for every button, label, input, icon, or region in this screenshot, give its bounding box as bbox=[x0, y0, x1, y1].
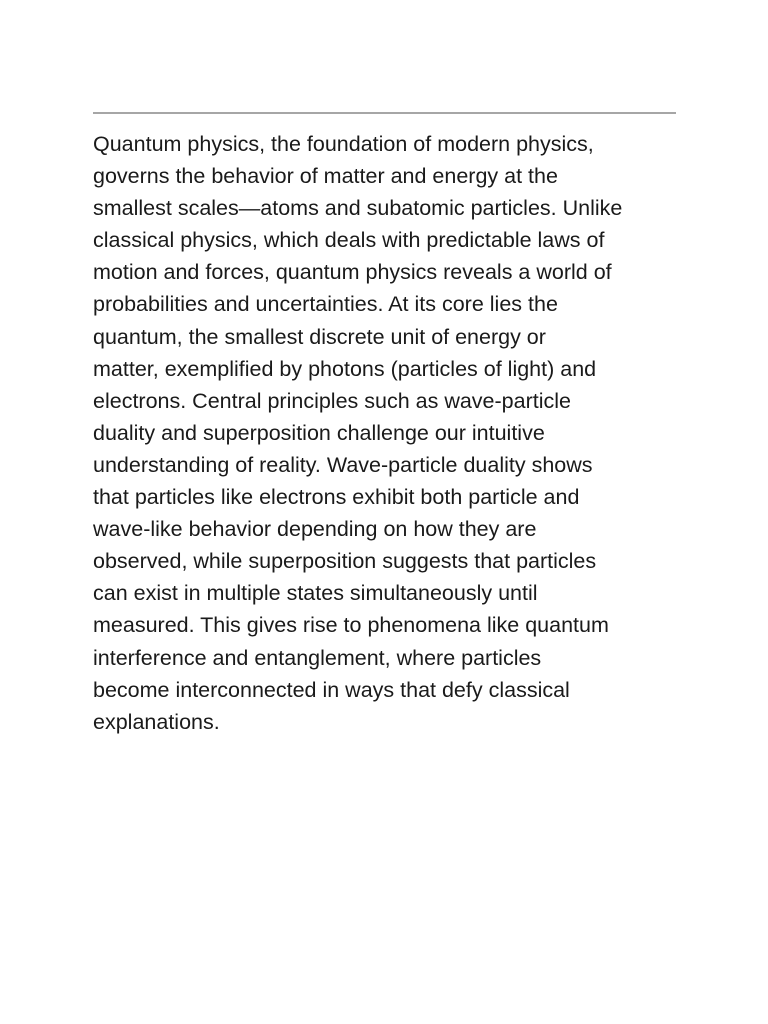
paragraph-line: Quantum physics, the foundation of modern physics, bbox=[93, 132, 594, 156]
paragraph-line: that particles like electrons exhibit both particle and bbox=[93, 485, 580, 510]
paragraph-line: interference and entanglement, where particles bbox=[93, 645, 542, 670]
paragraph-line: understanding of reality. Wave-particle duality shows bbox=[93, 452, 593, 477]
paragraph-line: can exist in multiple states simultaneously until bbox=[93, 581, 538, 606]
paragraph-line: smallest scales—atoms and subatomic particles. Unlike bbox=[93, 196, 623, 221]
paragraph-line: electrons. Central principles such as wave-particle bbox=[93, 388, 571, 413]
paragraph-line: observed, while superposition suggests that particles bbox=[93, 549, 597, 574]
body-paragraph bbox=[93, 128, 693, 738]
paragraph-line: explanations. bbox=[93, 709, 220, 734]
paragraph-line: probabilities and uncertainties. At its core lies the bbox=[93, 292, 558, 317]
paragraph-line: become interconnected in ways that defy classical bbox=[93, 677, 570, 702]
paragraph-line: duality and superposition challenge our intuitive bbox=[93, 420, 545, 445]
paragraph-line: matter, exemplified by photons (particles of light) and bbox=[93, 356, 597, 381]
paragraph-line: motion and forces, quantum physics reveals a world of bbox=[93, 260, 612, 285]
horizontal-rule bbox=[93, 112, 676, 114]
paragraph-line: quantum, the smallest discrete unit of energy or bbox=[93, 324, 546, 349]
paragraph-line: measured. This gives rise to phenomena like quantum bbox=[93, 613, 609, 638]
paragraph-line: classical physics, which deals with predictable laws of bbox=[93, 228, 605, 253]
paragraph-line: wave-like behavior depending on how they are bbox=[93, 517, 537, 542]
paragraph-line: governs the behavior of matter and energy at the bbox=[93, 164, 558, 189]
